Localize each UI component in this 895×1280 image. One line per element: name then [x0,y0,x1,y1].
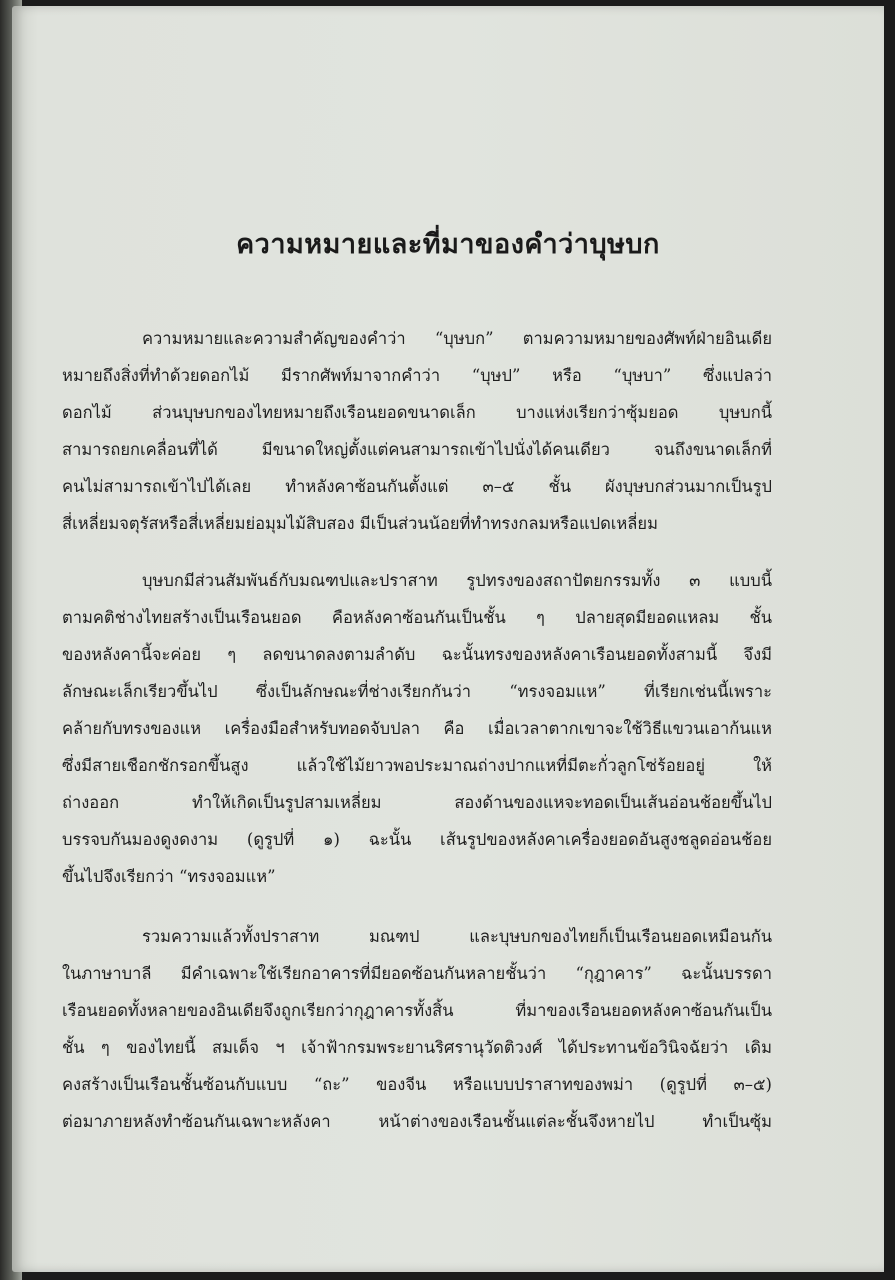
page-title: ความหมายและที่มาของคำว่าบุษบก [236,229,660,260]
paragraph-line: ในภาษาบาลี มีคำเฉพาะใช้เรียกอาคารที่มียอดซ้อนกันหลายชั้นว่า “กุฎาคาร” ฉะนั้นบรรดา [62,964,772,983]
paragraph-line: หมายถึงสิ่งที่ทำด้วยดอกไม้ มีรากศัพท์มาจากคำว่า “บุษป” หรือ “บุษบา” ซึ่งแปลว่า [62,366,772,385]
paragraph-line: ลักษณะเล็กเรียวขึ้นไป ซึ่งเป็นลักษณะที่ช่างเรียกกันว่า “ทรงจอมแห” ที่เรียกเช่นนี้เพราะ [62,682,772,701]
paragraph-line: เรือนยอดทั้งหลายของอินเดียจึงถูกเรียกว่ากุฎาคารทั้งสิ้น ที่มาของเรือนยอดหลังคาซ้อนกันเป็น [62,1001,772,1020]
paragraph-line: สามารถยกเคลื่อนที่ได้ มีขนาดใหญ่ตั้งแต่คนสามารถเข้าไปนั่งได้คนเดียว จนถึงขนาดเล็กที่ [62,440,772,459]
paragraph-line: ถ่างออก ทำให้เกิดเป็นรูปสามเหลี่ยม สองด้านของแหจะทอดเป็นเส้นอ่อนช้อยขึ้นไป [62,793,772,812]
paragraph-line: ซึ่งมีสายเชือกชักรอกขึ้นสูง แล้วใช้ไม้ยาวพอประมาณถ่างปากแหที่มีตะกั่วลูกโซ่ร้อยอยู่ ให้ [62,756,772,775]
paragraph-line: ตามคติช่างไทยสร้างเป็นเรือนยอด คือหลังคาซ้อนกันเป็นชั้น ๆ ปลายสุดมียอดแหลม ชั้น [62,608,772,627]
paragraph-meaning [62,320,772,542]
paragraph-line: คงสร้างเป็นเรือนชั้นซ้อนกับแบบ “ถะ” ของจีน หรือแบบปราสาทของพม่า (ดูรูปที่ ๓–๕) [62,1075,772,1094]
paragraph-line: ความหมายและความสำคัญของคำว่า “บุษบก” ตามความหมายของศัพท์ฝ่ายอินเดีย [142,329,772,348]
paragraph-line: ต่อมาภายหลังทำซ้อนกันเฉพาะหลังคา หน้าต่างของเรือนชั้นแต่ละชั้นจึงหายไป ทำเป็นซุ้ม [62,1112,772,1131]
paragraph-line: บุษบกมีส่วนสัมพันธ์กับมณฑปและปราสาท รูปทรงของสถาปัตยกรรมทั้ง ๓ แบบนี้ [142,571,772,590]
paragraph-line: ของหลังคานี้จะค่อย ๆ ลดขนาดลงตามลำดับ ฉะนั้นทรงของหลังคาเรือนยอดทั้งสามนี้ จึงมี [62,645,772,664]
book-page [12,6,884,1272]
paragraph-line: สี่เหลี่ยมจตุรัสหรือสี่เหลี่ยมย่อมุมไม้สิบสอง มีเป็นส่วนน้อยที่ทำทรงกลมหรือแปดเหลี่ยม [62,514,658,533]
paragraph-line: ชั้น ๆ ของไทยนี้ สมเด็จ ฯ เจ้าฟ้ากรมพระยานริศรานุวัดติวงศ์ ได้ประทานข้อวินิจฉัยว่า เดิม [62,1038,772,1057]
paragraph-line: บรรจบกันมองดูงดงาม (ดูรูปที่ ๑) ฉะนั้น เส้นรูปของหลังคาเครื่องยอดอันสูงชลูดอ่อนช้อย [62,830,772,849]
paragraph-line: คล้ายกับทรงของแห เครื่องมือสำหรับทอดจับปลา คือ เมื่อเวลาตากเขาจะใช้วิธีแขวนเอาก้นแห [62,719,772,738]
paragraph-line: ขึ้นไปจึงเรียกว่า “ทรงจอมแห” [62,867,276,886]
paragraph-line: ดอกไม้ ส่วนบุษบกของไทยหมายถึงเรือนยอดขนาดเล็ก บางแห่งเรียกว่าซุ้มยอด บุษบกนี้ [62,403,772,422]
paragraph-origin [62,918,772,1140]
paragraph-form [62,562,772,895]
paragraph-line: รวมความแล้วทั้งปราสาท มณฑป และบุษบกของไทยก็เป็นเรือนยอดเหมือนกัน [142,927,772,946]
paragraph-line: คนไม่สามารถเข้าไปได้เลย ทำหลังคาซ้อนกันตั้งแต่ ๓–๕ ชั้น ผังบุษบกส่วนมากเป็นรูป [62,477,772,496]
